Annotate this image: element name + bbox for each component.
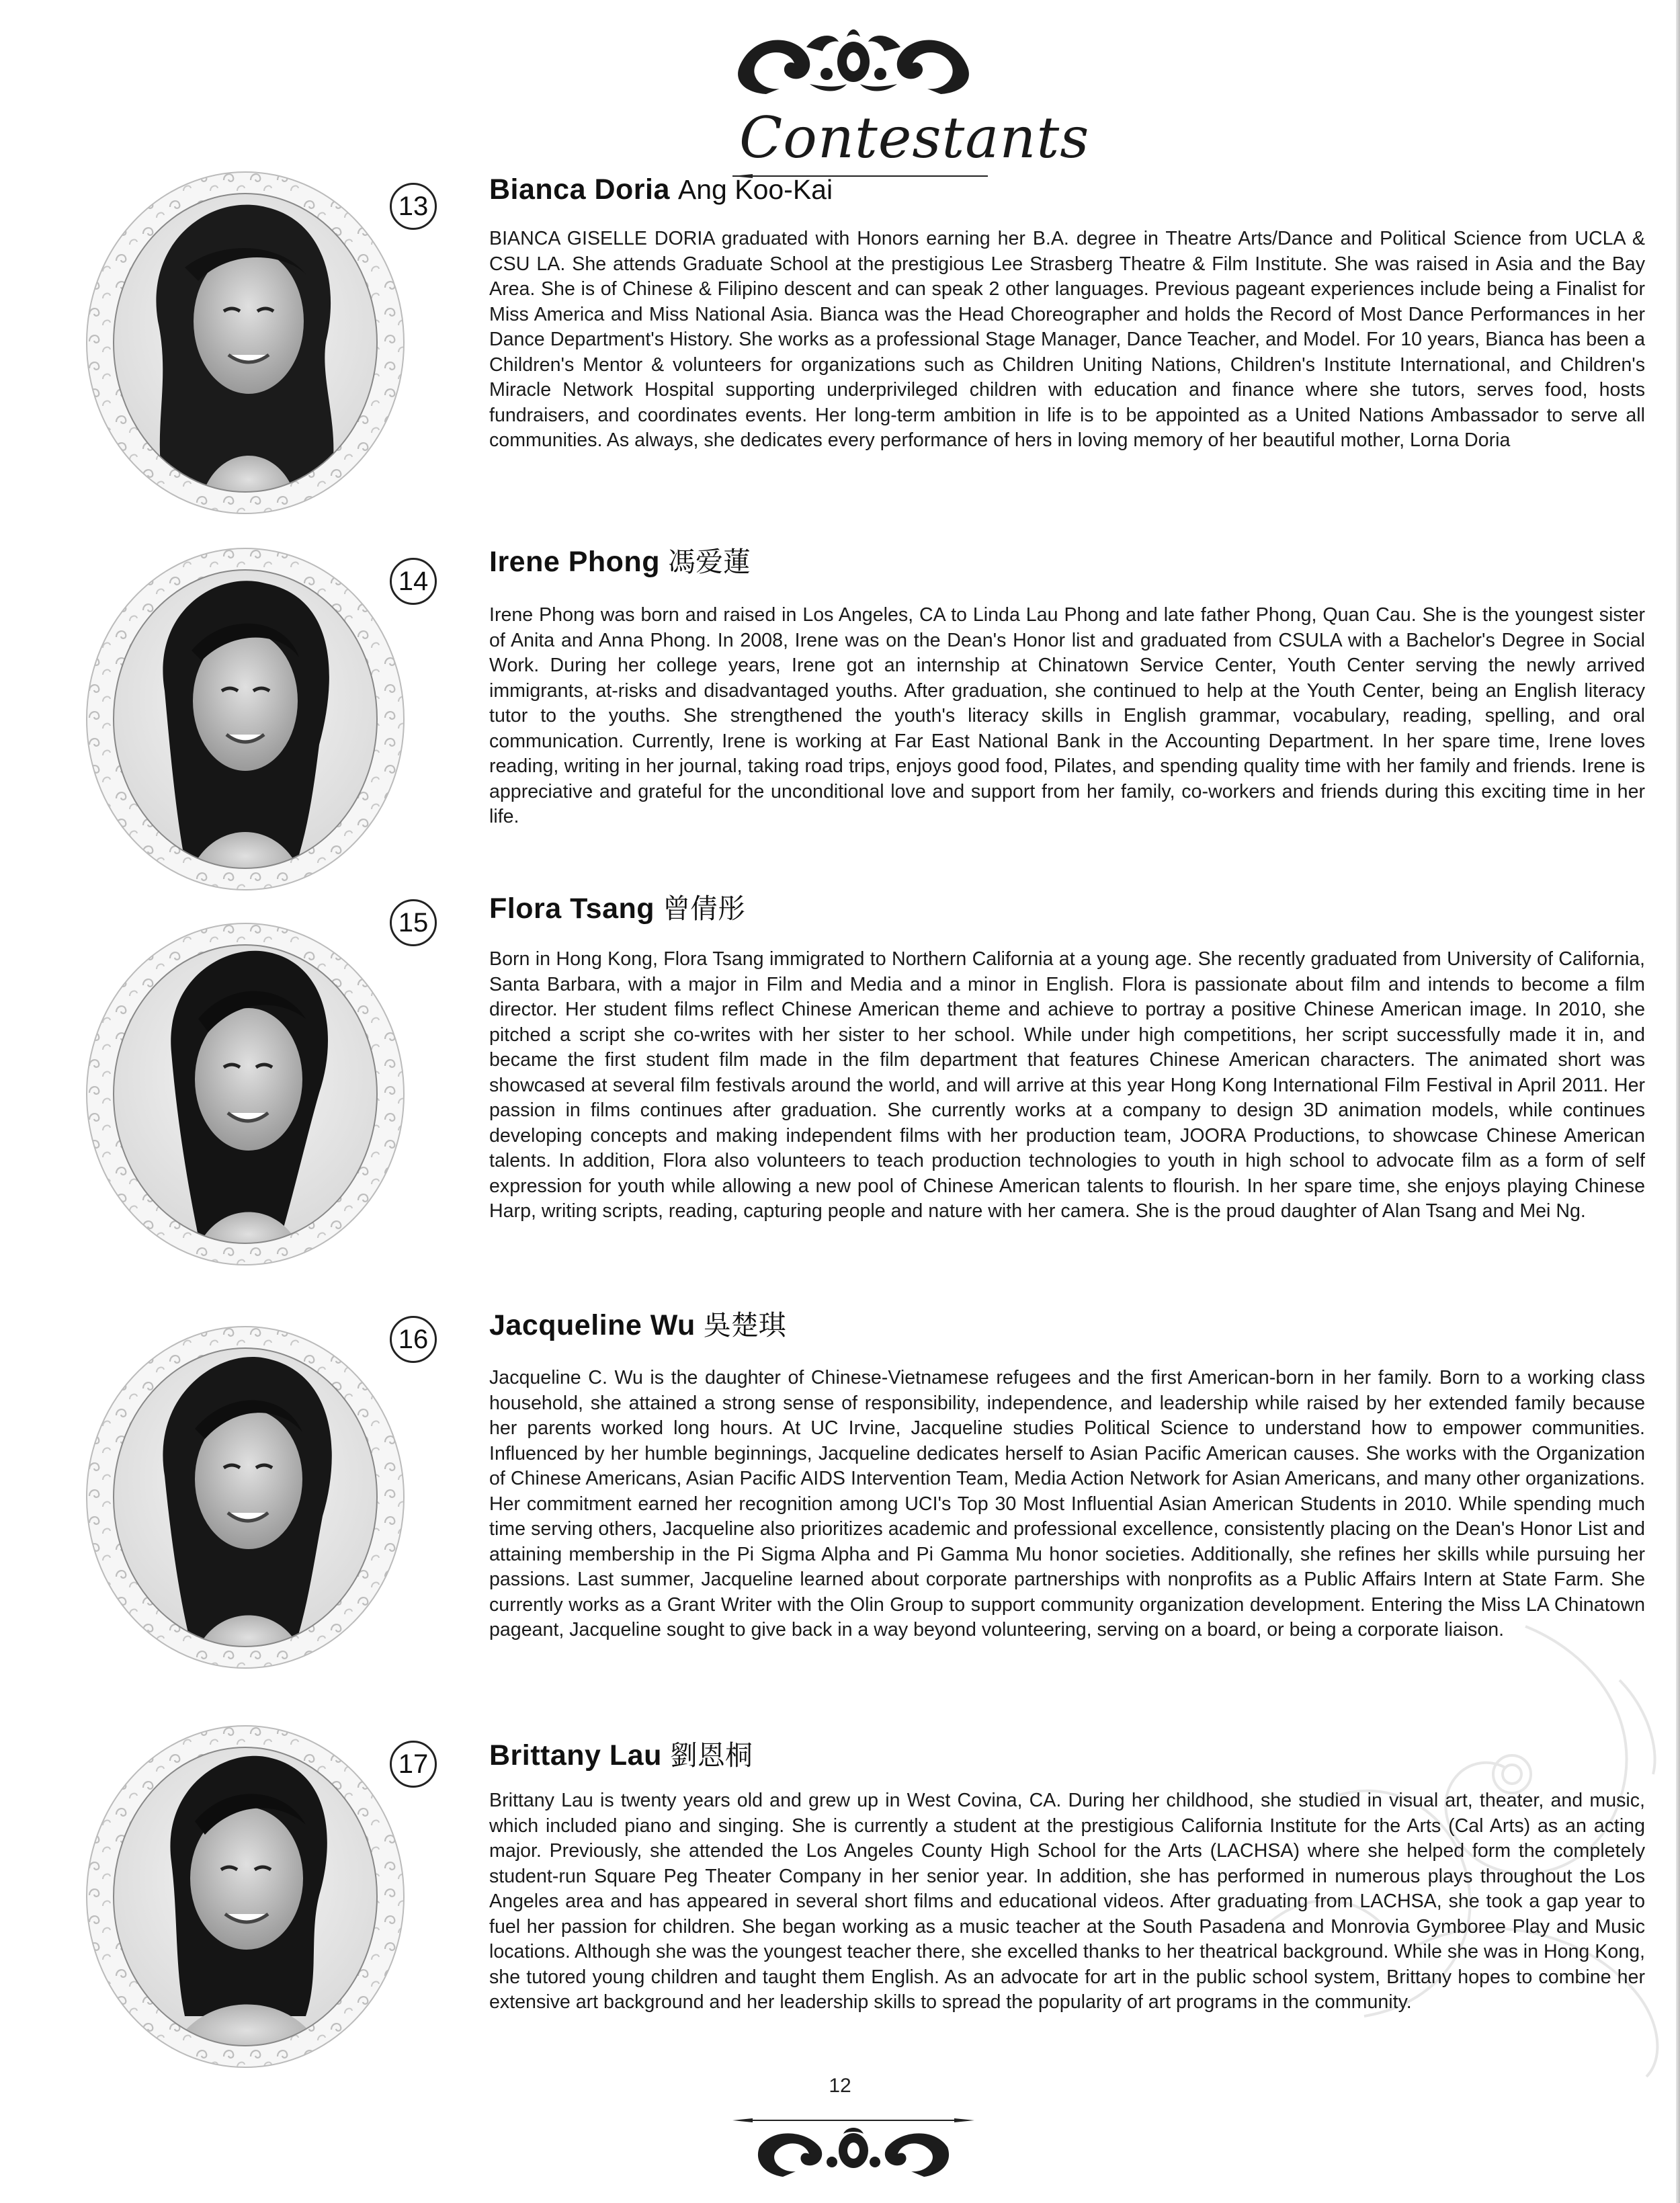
contestant-name: Irene Phong [489,546,660,578]
contestant-alt-name: 劉恩桐 [669,1740,753,1771]
page-number: 12 [829,2075,851,2097]
portrait-photo [84,167,407,516]
contestant-name: Brittany Lau [489,1739,662,1772]
contestant-name-line [489,542,751,582]
contestant-bio: Irene Phong was born and raised in Los Angeles, CA to Linda Lau Phong and late father Phong, Quan Cau. She is the youngest sister of Anita and Anna Phong. In 2008, Irene was on the Dean's Honor list and graduated from CSULA with a Bachelor's Degree in Social Work. During her college years, Irene got an internship at Chinatown Service Center, Youth Center serving the newly arrived immigrants, at-risks and disadvantaged youths. After graduation, she continued to help at the Youth Center, being an English literacy tutor to the youths. She strengthened the youth's literacy skills in English grammar, vocabulary, reading, spelling, and oral communication. Currently, Irene is working at Far East National Bank in the Accounting Department. In her spare time, Irene loves reading, writing in her journal, taking road trips, enjoys good food, Pilates, and spending quality time with her family and friends. Irene is appreciative and grateful for the unconditional love and support from her family, co-workers and friends during this exciting time in her life. [489,604,1645,827]
contestant-bio: Brittany Lau is twenty years old and grew up in West Covina, CA. During her childhood, she studied in visual art, theater, and music, which included piano and singing. She is currently a student at the prestigious California Institute for the Arts (Cal Arts) as an acting major. Previously, she attended the Los Angeles County High School for the Arts (LACHSA) where she helped form the completely student-run Square Peg Theater Company in her senior year. In addition, she has performed in numerous plays throughout the Los Angeles area and has appeared in several short films and educational videos. After graduating from LACHSA, she took a gap year to fuel her passion for children. She began working as a music teacher at the South Pasadena and Monrovia Gymboree Play and Music locations. Although she was the youngest teacher there, she excelled thanks to her theatrical background. While she was in Hong Kong, she tutored young children and taught them English. As an advocate for art in the public school system, Brittany hopes to combine her extensive art background and her leadership skills to spread the popularity of art programs in the community. [489,1790,1645,2013]
contestant-bio: BIANCA GISELLE DORIA graduated with Honors earning her B.A. degree in Theatre Arts/Dance and Political Science from UCLA & CSU LA. She attends Graduate School at the prestigious Lee Strasberg Theatre & Film Institute. She was raised in Asia and the Bay Area. She is of Chinese & Filipino descent and can speak 2 other languages. Previous pageant experiences include being a Finalist for Miss America and Miss National Asia. Bianca was the Head Choreographer and holds the Record of Most Dance Performances in her Dance Department's History. She works as a professional Stage Manager, Dance Teacher, and Model. For 10 years, Bianca has been a Children's Mentor & volunteers for organizations such as Children Uniting Nations, Children's Institute International, and Children's Miracle Network Hospital supporting underprivileged children with education and finance where she tutors, serves food, hosts fundraisers, and coordinates events. Her long-term ambition in life is to be appointed as a United Nations Ambassador to serve all communities. As always, she dedicates every performance of hers in loving memory of her beautiful mother, Lorna Doria [489,228,1645,451]
portrait-photo [84,1321,407,1671]
footer-flourish-ornament [726,2107,981,2181]
contestant-number-badge: 16 [390,1316,437,1363]
contestant-name: Bianca Doria [489,173,670,206]
portrait-photo [84,543,407,892]
contestant-number-badge: 17 [390,1741,437,1788]
page-edge [1676,0,1680,2203]
portrait-photo [84,1720,407,2070]
contestant-name-line [489,169,833,210]
contestant-alt-name: Ang Koo-Kai [677,174,833,205]
contestant-name-line [489,1735,753,1776]
contestant-number-badge: 14 [390,558,437,605]
contestant-bio: Jacqueline C. Wu is the daughter of Chinese-Vietnamese refugees and the first American-born in her family. Born to a working class household, she attained a strong sense of responsibility, independence, and leadership while raised by her extended family because her parents worked long hours. At UC Irvine, Jacqueline studies Political Science to understand how to empower communities. Influenced by her humble beginnings, Jacqueline dedicates herself to Asian Pacific American causes. She works with the Organization of Chinese Americans, Asian Pacific AIDS Intervention Team, Media Action Network for Asian Americans, and many other organizations. Her commitment earned her recognition among UCI's Top 30 Most Influential Asian American Students in 2010. While spending much time serving others, Jacqueline also prioritizes academic and professional excellence, consistently placing on the Dean's Honor List and attaining membership in the Pi Sigma Alpha and Pi Gamma Mu honor societies. Additionally, she refines her skills while pursuing her passions. Last summer, Jacqueline learned about corporate partnerships with nonprofits as a Public Affairs Intern at State Farm. She currently works as a Grant Writer with the Olin Group to support community organization development. Entering the Miss LA Chinatown pageant, Jacqueline sought to give back in a way beyond volunteering, serving on a board, or being a corporate liaison. [489,1367,1645,1640]
portrait-photo [84,918,407,1267]
contestant-alt-name: 吳楚琪 [703,1310,786,1341]
contestant-name: Jacqueline Wu [489,1309,696,1341]
contestant-alt-name: 曾倩彤 [663,893,746,924]
contestant-number-badge: 13 [390,183,437,230]
page-title: Contestants [739,105,1090,171]
contestant-name: Flora Tsang [489,892,655,925]
contestant-bio: Born in Hong Kong, Flora Tsang immigrated to Northern California at a young age. She recently graduated from University of California, Santa Barbara, with a major in Film and Media and a minor in English. Flora is passionate about film and intends to become a film director. Her student films reflect Chinese American theme and achieve to portray a positive Chinese American image. In 2010, she pitched a script she co-writes with her sister to her school. While under high competitions, her script successfully made it in, and became the first student film made in the film department that features Chinese American characters. The animated short was showcased at several film festivals around the world, and will arrive at this year Hong Kong International Film Festival in April 2011. Her passion in films continues after graduation. She currently works at a company to design 3D animation models, while continues developing concepts and making independent films with her production team, JOORA Productions, to showcase Chinese American talents. In addition, Flora also volunteers to teach production technologies to youth in high school to advocate film as a form of self expression for youth while allowing a new pool of Chinese American talents to flourish. In her spare time, she enjoys playing Chinese Harp, writing scripts, reading, capturing people and nature with her camera. She is the proud daughter of Alan Tsang and Mei Ng. [489,948,1645,1222]
contestant-alt-name: 馮爱蓮 [667,546,751,577]
contestant-name-line [489,888,745,929]
contestant-name-line [489,1305,786,1345]
contestant-number-badge: 15 [390,899,437,946]
header-flourish-ornament [726,20,981,101]
